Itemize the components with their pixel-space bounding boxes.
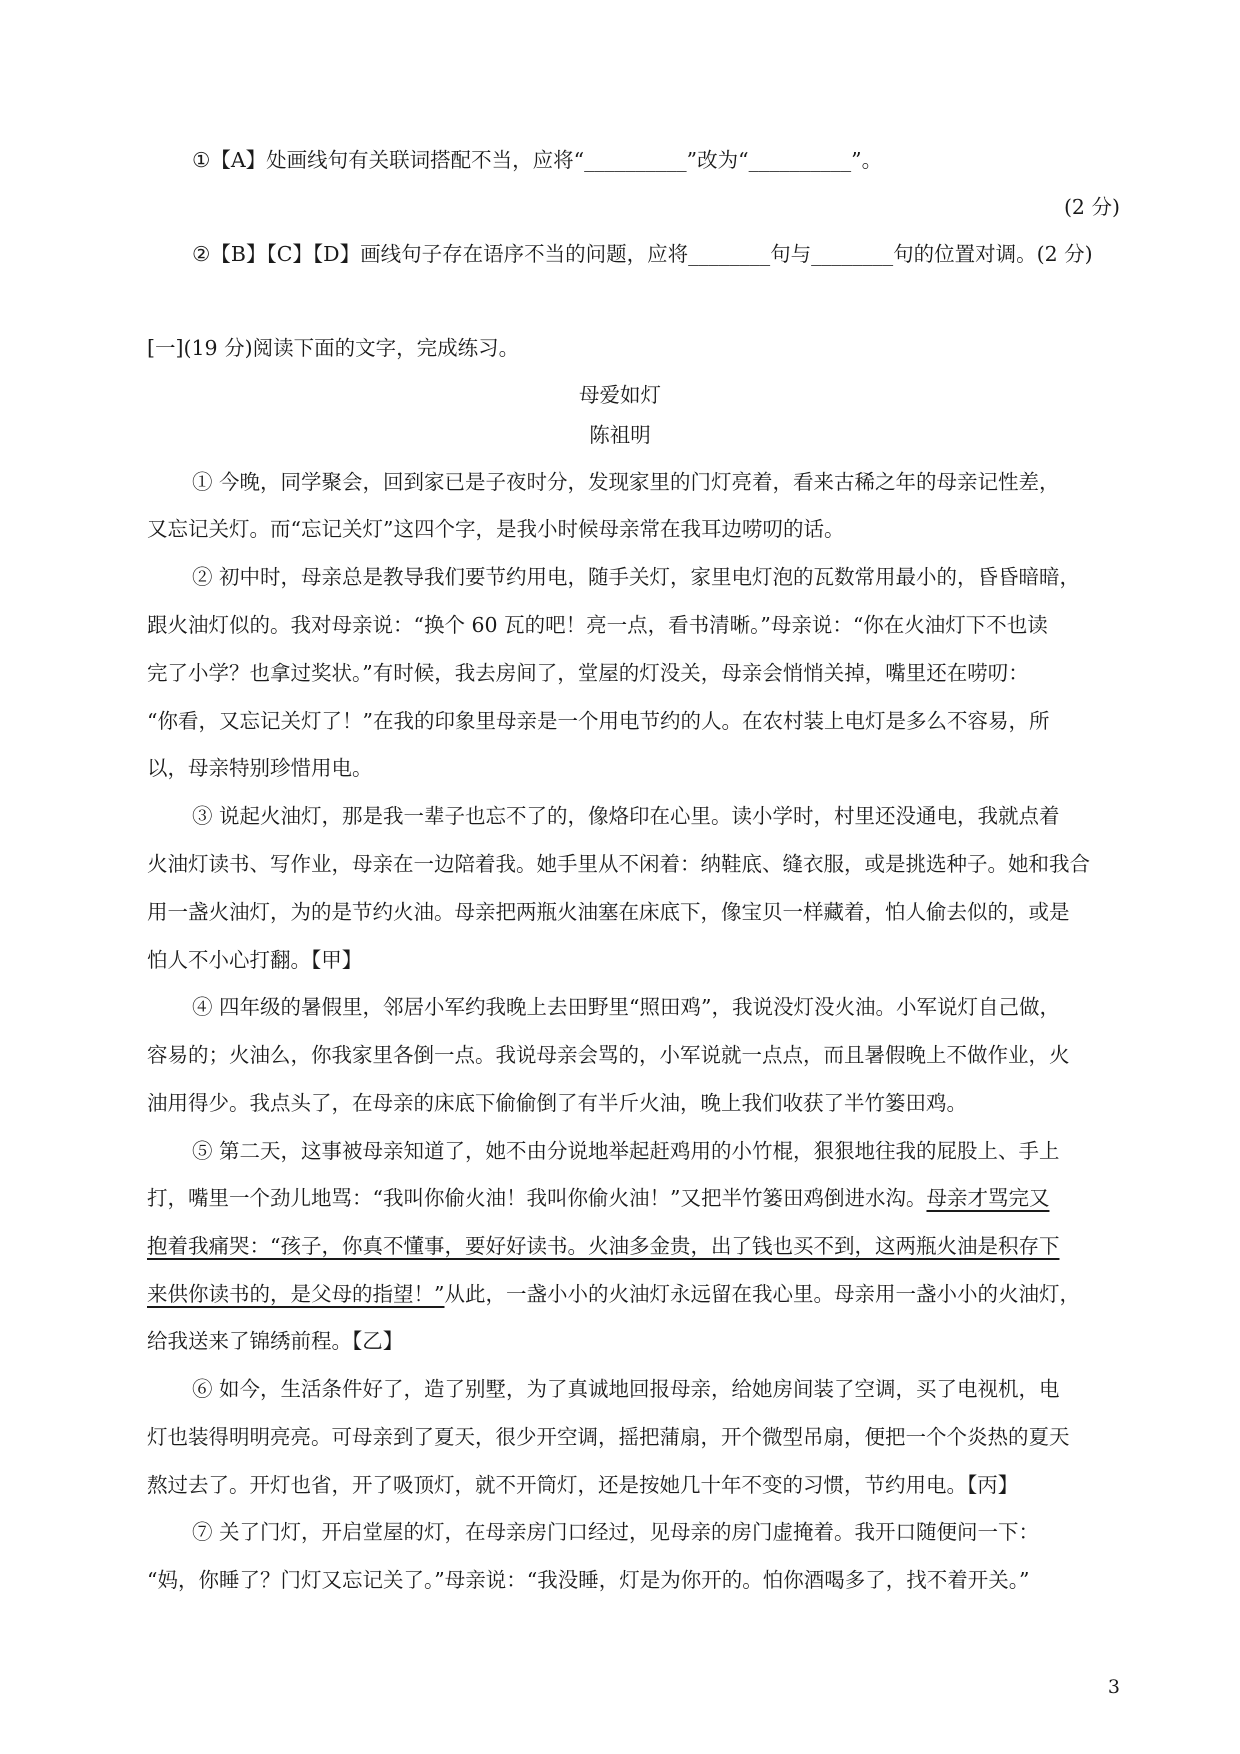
article-title: 母爱如灯 [579, 383, 661, 407]
question-2-mid: 句与 [770, 242, 812, 266]
line-text: 打，嘴里一个劲儿地骂：“我叫你偷火油！我叫你偷火油！”又把半竹篓田鸡倒进水沟。 [147, 1186, 927, 1210]
page-number: 3 [1107, 1676, 1120, 1698]
paragraph-line: 又忘记关灯。而“忘记关灯”这四个字，是我小时候母亲常在我耳边唠叨的话。 [147, 517, 845, 541]
underlined-sentence: 来供你读书的，是父母的指望！” [147, 1282, 445, 1306]
article-author: 陈祖明 [589, 423, 651, 447]
question-1 [192, 146, 882, 174]
paragraph-line: ⑤ 第二天，这事被母亲知道了，她不由分说地举起赶鸡用的小竹棍，狠狠地往我的屁股上、手上 [192, 1139, 1060, 1163]
paragraph-line: ⑦ 关了门灯，开启堂屋的灯，在母亲房门口经过，见母亲的房门虚掩着。我开口随便问一下： [192, 1520, 1040, 1544]
question-1-score: (2 分) [1063, 195, 1120, 219]
paragraph-line: 熬过去了。开灯也省，开了吸顶灯，就不开筒灯，还是按她几十年不变的习惯，节约用电。【丙】 [147, 1473, 1019, 1497]
answer-blank-4: ________ [811, 242, 894, 266]
paragraph-line: 怕人不小心打翻。【甲】 [147, 948, 363, 972]
paragraph-line: “你看，又忘记关灯了！”在我的印象里母亲是一个用电节约的人。在农村装上电灯是多么不容易，所 [147, 709, 1050, 733]
paragraph-line: 跟火油灯似的。我对母亲说：“换个 60 瓦的吧！亮一点，看书清晰。”母亲说：“你在火油灯下不也读 [147, 613, 1048, 637]
question-2 [192, 240, 1093, 268]
question-2-suffix: 句的位置对调。(2 分) [893, 242, 1093, 266]
paragraph-line: 完了小学？也拿过奖状。”有时候，我去房间了，堂屋的灯没关，母亲会悄悄关掉，嘴里还在唠叨： [147, 661, 1029, 685]
paragraph-line: 容易的；火油么，你我家里各倒一点。我说母亲会骂的，小军说就一点点，而且暑假晚上不做作业，火 [147, 1043, 1070, 1067]
paragraph-line [147, 1280, 1080, 1308]
answer-blank-3: ________ [688, 242, 771, 266]
paragraph-line: ③ 说起火油灯，那是我一辈子也忘不了的，像烙印在心里。读小学时，村里还没通电，我就点着 [192, 804, 1060, 828]
paragraph-line: ② 初中时，母亲总是教导我们要节约用电，随手关灯，家里电灯泡的瓦数常用最小的，昏昏暗暗， [192, 565, 1081, 589]
paragraph-line: ① 今晚，同学聚会，回到家已是子夜时分，发现家里的门灯亮着，看来古稀之年的母亲记性差， [192, 470, 1060, 494]
underlined-sentence: 抱着我痛哭：“孩子，你真不懂事，要好好读书。火油多金贵，出了钱也买不到，这两瓶火油是积存下 [147, 1234, 1060, 1258]
paragraph-line: “妈，你睡了？门灯又忘记关了。”母亲说：“我没睡，灯是为你开的。怕你酒喝多了，找不着开关。” [147, 1568, 1030, 1592]
question-1-prefix: ①【A】处画线句有关联词搭配不当，应将“ [192, 148, 585, 172]
underlined-sentence: 母亲才骂完又 [926, 1186, 1050, 1210]
section-heading: [一](19 分)阅读下面的文字，完成练习。 [147, 336, 520, 360]
line-text: 从此，一盏小小的火油灯永远留在我心里。母亲用一盏小小的火油灯， [444, 1282, 1080, 1306]
question-1-suffix: ”。 [851, 148, 883, 172]
answer-blank-1: __________ [584, 148, 687, 172]
paragraph-line: ⑥ 如今，生活条件好了，造了别墅，为了真诚地回报母亲，给她房间装了空调，买了电视机，电 [192, 1377, 1060, 1401]
paragraph-line [147, 1184, 1049, 1212]
answer-blank-2: __________ [748, 148, 852, 172]
paragraph-line: 油用得少。我点头了，在母亲的床底下偷偷倒了有半斤火油，晚上我们收获了半竹篓田鸡。 [147, 1091, 967, 1115]
question-1-mid: ”改为“ [686, 148, 749, 172]
paragraph-line: 火油灯读书、写作业，母亲在一边陪着我。她手里从不闲着：纳鞋底、缝衣服，或是挑选种子。她和我合 [147, 852, 1090, 876]
question-2-prefix: ②【B】【C】【D】画线句子存在语序不当的问题，应将 [192, 242, 689, 266]
paragraph-line: 灯也装得明明亮亮。可母亲到了夏天，很少开空调，摇把蒲扇，开个微型吊扇，便把一个个炎热的夏天 [147, 1425, 1070, 1449]
paragraph-line: 用一盏火油灯，为的是节约火油。母亲把两瓶火油塞在床底下，像宝贝一样藏着，怕人偷去似的，或是 [147, 900, 1070, 924]
paragraph-line: 以，母亲特别珍惜用电。 [147, 756, 373, 780]
paragraph-line: 给我送来了锦绣前程。【乙】 [147, 1329, 404, 1353]
paragraph-line: ④ 四年级的暑假里，邻居小军约我晚上去田野里“照田鸡”，我说没灯没火油。小军说灯自己做， [192, 995, 1060, 1019]
